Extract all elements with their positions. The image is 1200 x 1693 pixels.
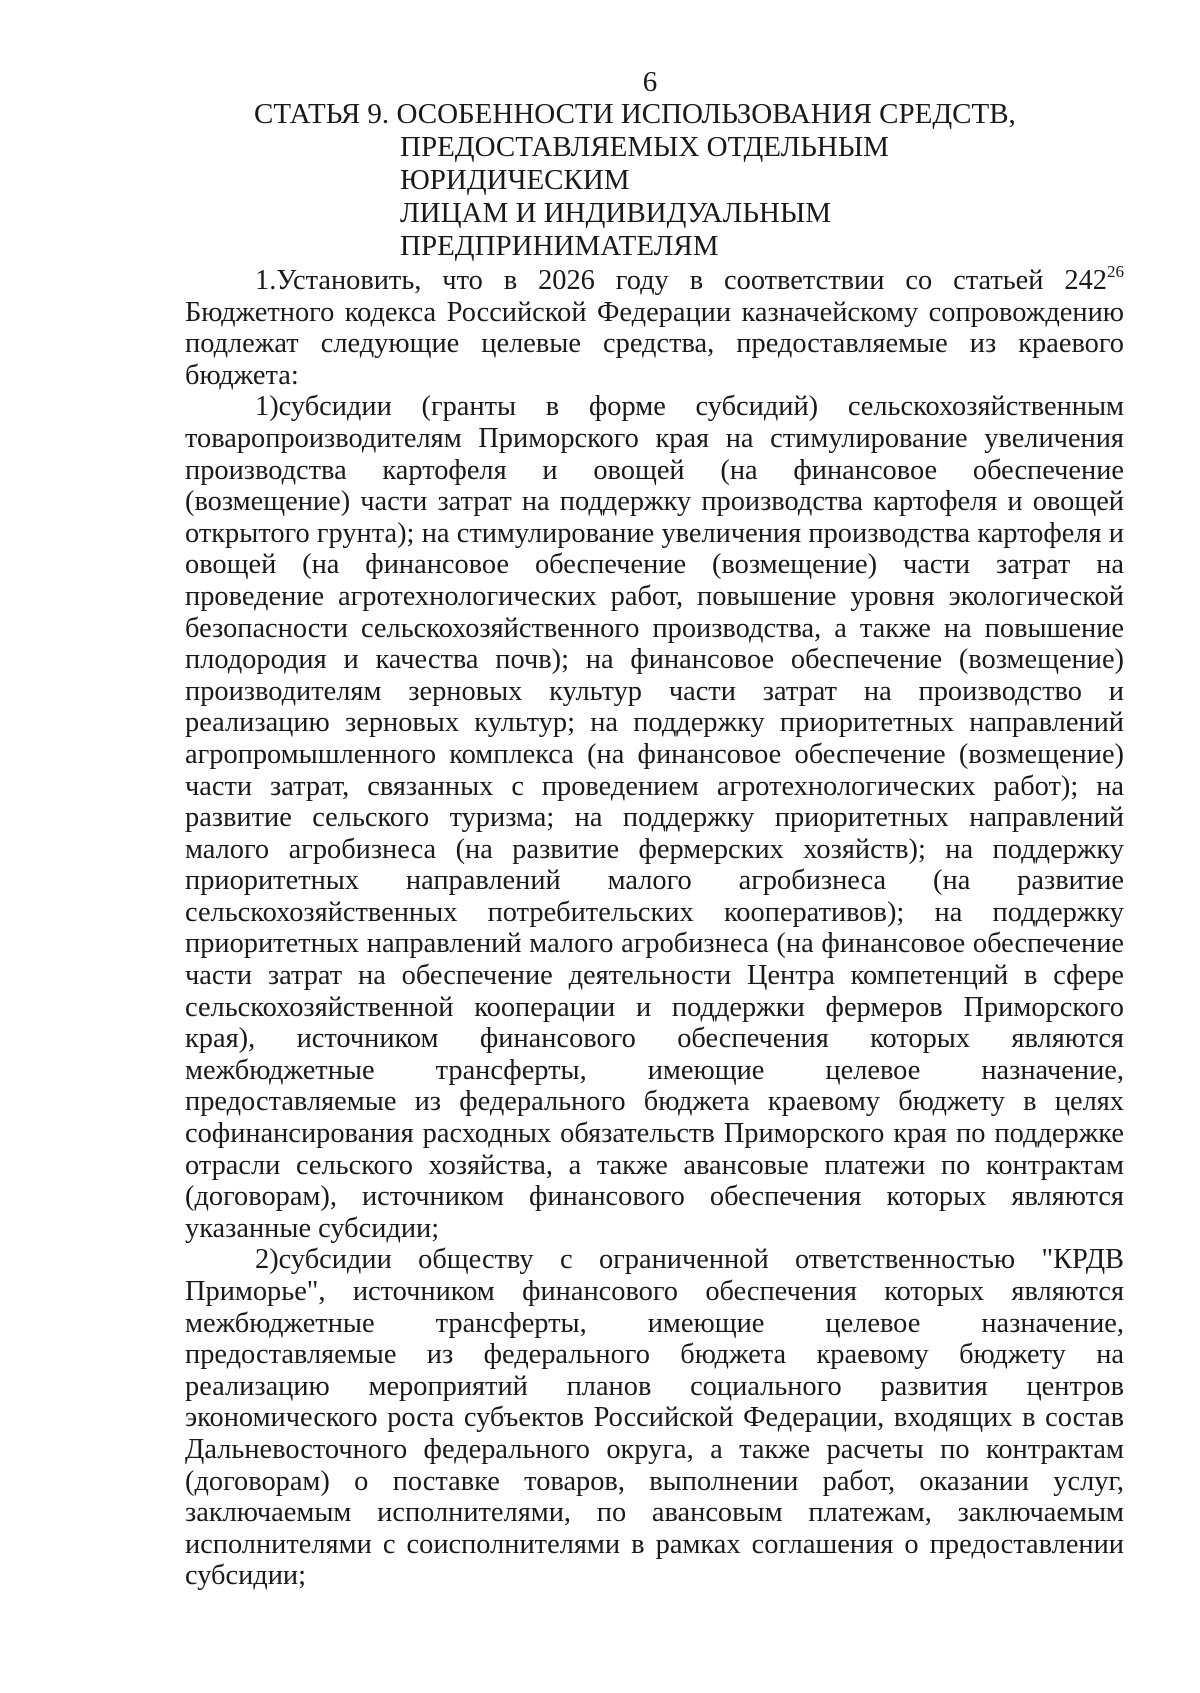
paragraph-item-1: 1)субсидии (гранты в форме субсидий) сельскохозяйственным товаропроизводителям Приморского края на стимулирование увеличения производства картофеля и овощей (на финансовое обеспечение (возмещение) части затрат на поддержку производства картофеля и овощей открытого грунта); на стимулирование увеличения производства картофеля и овощей (на финансовое обеспечение (возмещение) части затрат на проведение агротехнологических работ, повышение уровня экологической безопасности сельскохозяйственного производства, а также на повышение плодородия и качества почв); на финансовое обеспечение (возмещение) производителям зерновых культур части затрат на производство и реализацию зерновых культур; на поддержку приоритетных направлений агропромышленного комплекса (на финансовое обеспечение (возмещение) части затрат, связанных с проведением агротехнологических работ); на развитие сельского туризма; на поддержку приоритетных направлений малого агробизнеса (на развитие фермерских хозяйств); на поддержку приоритетных направлений малого агробизнеса (на развитие сельскохозяйственных потребительских кооперативов); на поддержку приоритетных направлений малого агробизнеса (на финансовое обеспечение части затрат на обеспечение деятельности Центра компетенций в сфере сельскохозяйственной кооперации и поддержки фермеров Приморского края), источником финансового обеспечения которых являются межбюджетные трансферты, имеющие целевое назначение, предоставляемые из федерального бюджета краевому бюджету в целях софинансирования расходных обязательств Приморского края по поддержке отрасли сельского хозяйства, а также авансовые платежи по контрактам (договорам), источником финансового обеспечения которых являются указанные субсидии; <box>185 391 1124 1244</box>
page-number: 6 <box>642 66 658 98</box>
document-body <box>185 261 1124 1592</box>
heading-title-line: ПРЕДПРИНИМАТЕЛЯМ <box>400 230 719 262</box>
paragraph-item-2: 2)субсидии обществу с ограниченной ответственностью "КРДВ Приморье", источником финансового обеспечения которых являются межбюджетные трансферты, имеющие целевое назначение, предоставляемые из федерального бюджета краевому бюджету на реализацию мероприятий планов социального развития центров экономического роста субъектов Российской Федерации, входящих в состав Дальневосточного федерального округа, а также расчеты по контрактам (договорам) о поставке товаров, выполнении работ, оказании услуг, заключаемым исполнителями, по авансовым платежам, заключаемым исполнителями с соисполнителями в рамках соглашения о предоставлении субсидии; <box>185 1244 1124 1592</box>
paragraph-1-text-cont: Бюджетного кодекса Российской Федерации казначейскому сопровождению подлежат следующие целевые средства, предоставляемые из краевого бюджета: <box>185 296 1124 391</box>
heading-title-line: ЛИЦАМ И ИНДИВИДУАЛЬНЫМ <box>400 197 832 229</box>
paragraph-1 <box>185 261 1124 391</box>
paragraph-1-text: 1.Установить, что в 2026 году в соответствии со статьей 242 <box>255 265 1107 296</box>
heading-title-line: ОСОБЕННОСТИ ИСПОЛЬЗОВАНИЯ СРЕДСТВ, <box>396 98 1016 130</box>
article-heading <box>254 98 1114 263</box>
article-superscript: 26 <box>1107 261 1124 281</box>
article-number: СТАТЬЯ 9. <box>254 98 397 130</box>
heading-line-first <box>254 98 1114 131</box>
heading-title-line: ПРЕДОСТАВЛЯЕМЫХ ОТДЕЛЬНЫМ ЮРИДИЧЕСКИМ <box>400 131 889 196</box>
